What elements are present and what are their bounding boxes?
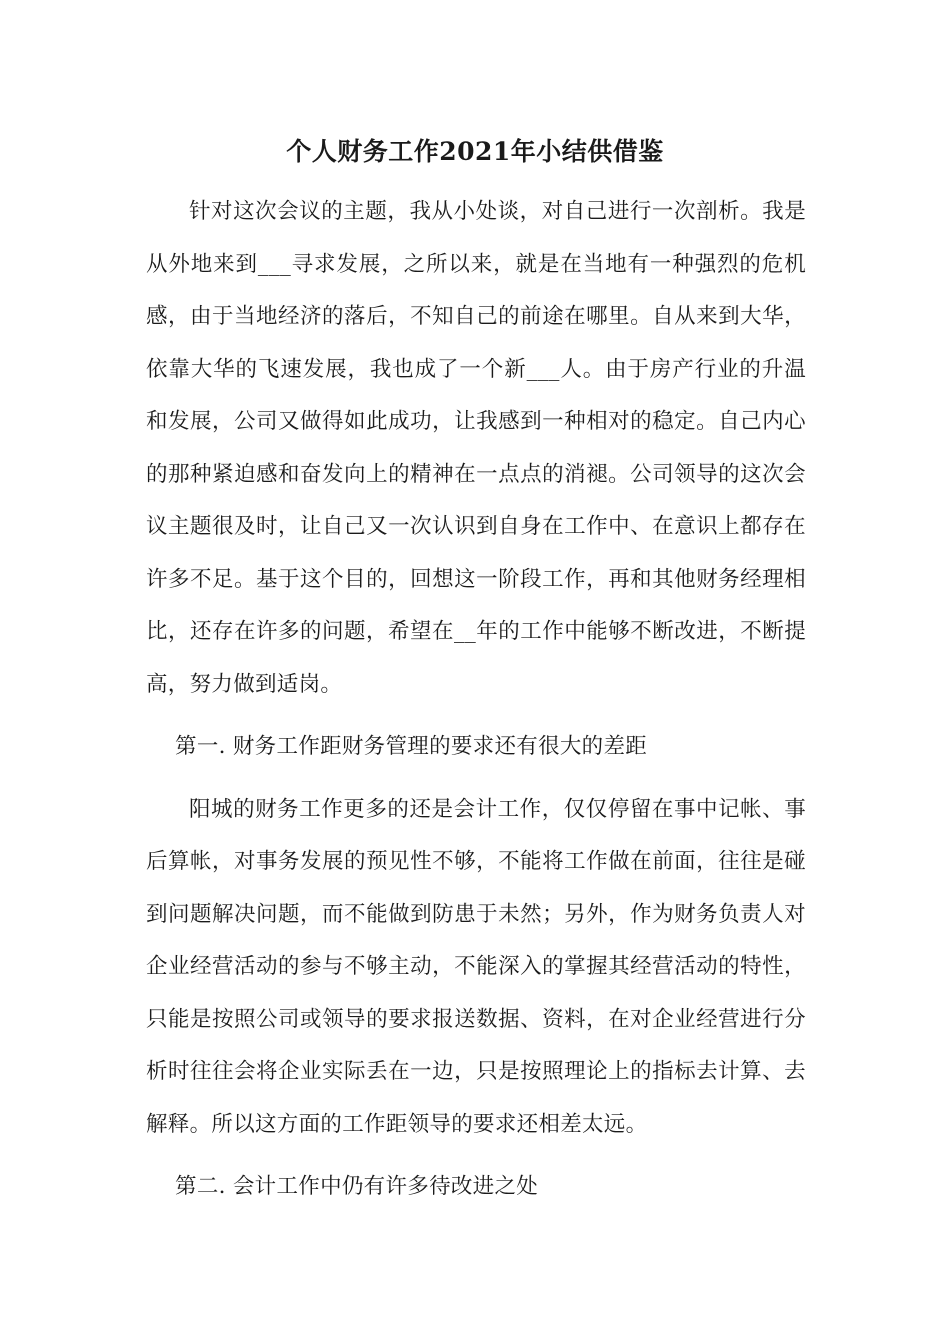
section-heading-first: 第一. 财务工作距财务管理的要求还有很大的差距	[175, 734, 648, 759]
document-title: 个人财务工作2021年小结供借鉴	[286, 137, 664, 166]
paragraph-spacer	[146, 1151, 806, 1161]
document-body	[146, 186, 806, 1214]
paragraph-spacer	[146, 774, 806, 784]
paragraph-spacer	[146, 711, 806, 721]
body-paragraph-finance: 阳城的财务工作更多的还是会计工作，仅仅停留在事中记帐、事后算帐，对事务发展的预见性不够，不能将工作做在前面，往往是碰到问题解决问题，而不能做到防患于未然；另外，作为财务负责人对企业经营活动的参与不够主动，不能深入的掌握其经营活动的特性，只能是按照公司或领导的要求报送数据、资料，在对企业经营进行分析时往往会将企业实际丢在一边，只是按照理论上的指标去计算、去解释。所以这方面的工作距领导的要求还相差太远。	[146, 796, 806, 1137]
section-heading-second: 第二. 会计工作中仍有许多待改进之处	[175, 1174, 539, 1199]
body-paragraph-intro: 针对这次会议的主题，我从小处谈，对自己进行一次剖析。我是从外地来到___寻求发展，之所以来，就是在当地有一种强烈的危机感，由于当地经济的落后，不知自己的前途在哪里。自从来到大华，依靠大华的飞速发展，我也成了一个新___人。由于房产行业的升温和发展，公司又做得如此成功，让我感到一种相对的稳定。自己内心的那种紧迫感和奋发向上的精神在一点点的消褪。公司领导的这次会议主题很及时，让自己又一次认识到自身在工作中、在意识上都存在许多不足。基于这个目的，回想这一阶段工作，再和其他财务经理相比，还存在许多的问题，希望在__年的工作中能够不断改进，不断提高，努力做到适岗。	[146, 199, 806, 697]
